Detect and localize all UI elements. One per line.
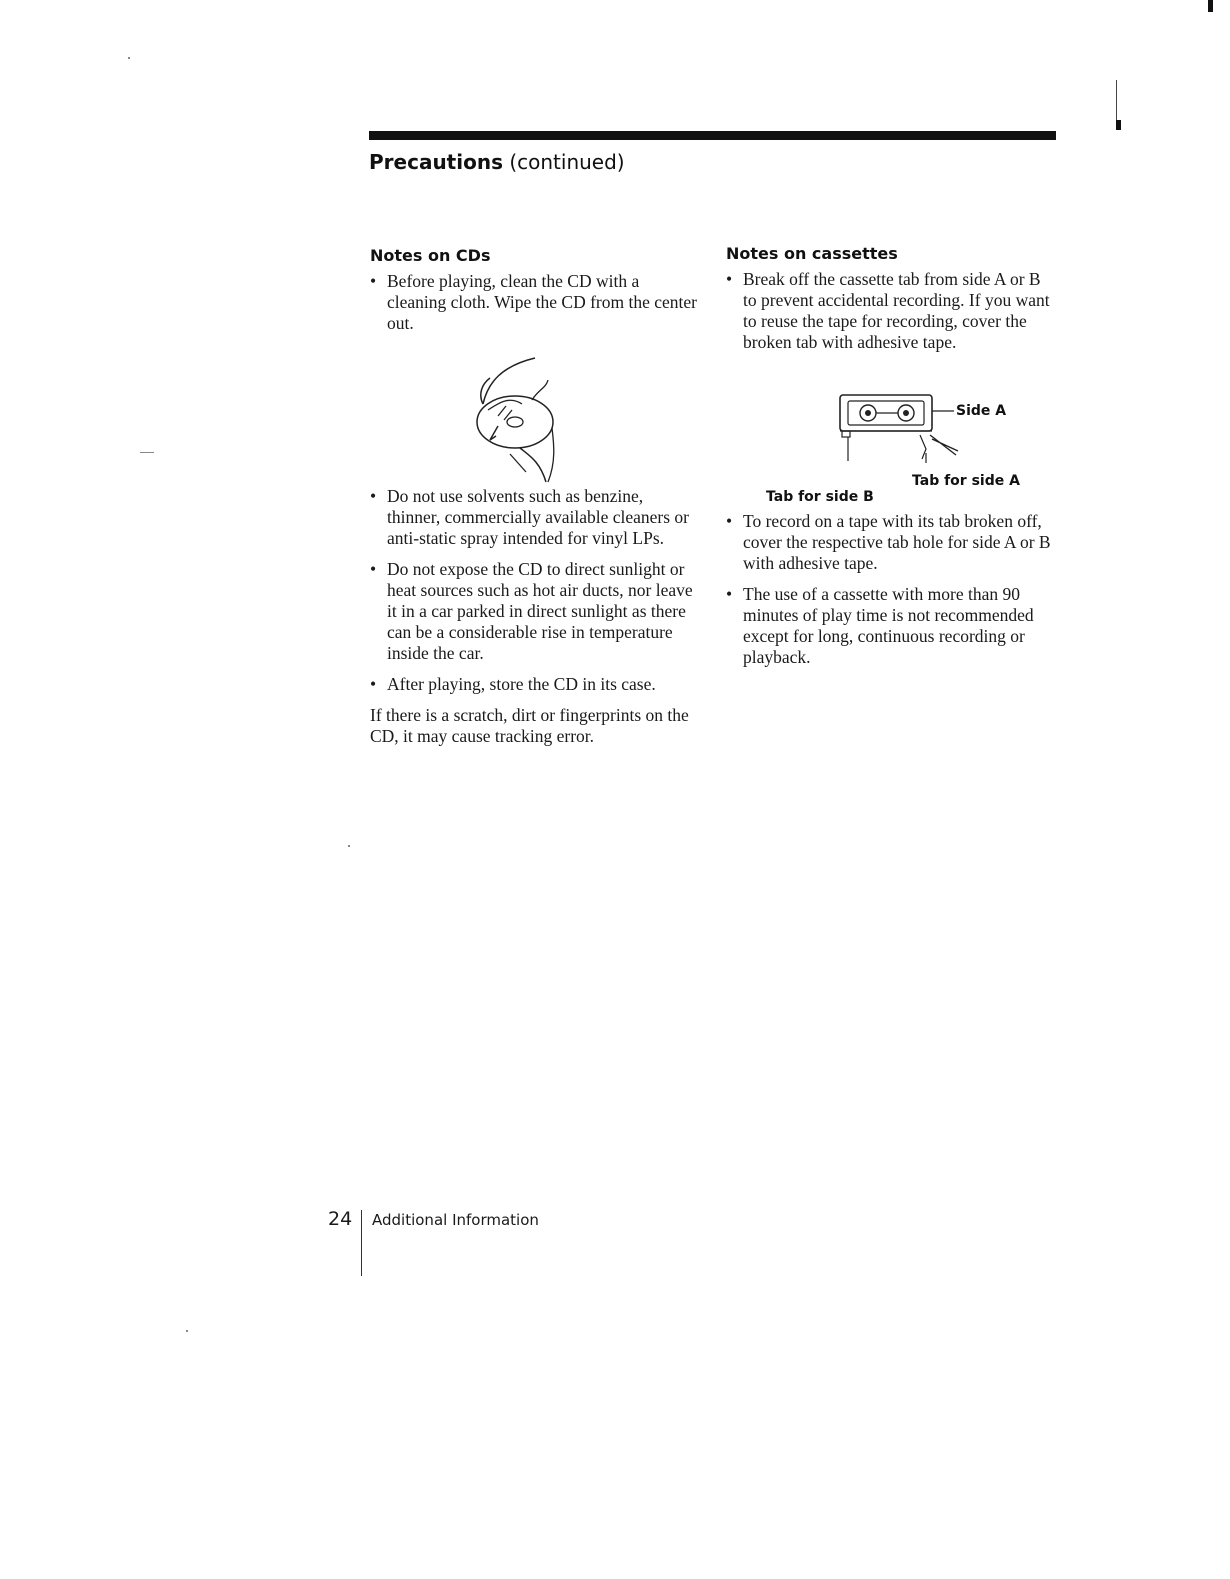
header-rule [369,131,1056,140]
cassette-bullet-3: • The use of a cassette with more than 90 minutes of play time is not recommended except for long, continuous recording or playback. [726,584,1056,668]
page-header [369,150,625,174]
cassette-notes-title: Notes on cassettes [726,244,898,263]
scan-edge-mark [1208,0,1213,12]
page-title: Precautions [369,150,503,174]
scan-speck [348,845,350,847]
tab-side-b-label: Tab for side B [766,489,874,505]
side-a-label: Side A [956,403,1007,419]
scan-edge-mark [1116,120,1121,130]
title-continued: (continued) [509,150,625,174]
page-number: 24 [328,1208,353,1230]
scan-speck [140,452,154,453]
footer-divider [361,1210,362,1276]
cassette-notes-column [726,243,1056,678]
cassette-tab-figure [726,363,1056,511]
cassette-bullet-2: • To record on a tape with its tab broken off, cover the respective tab hole for side A or B with adhesive tape. [726,511,1056,574]
cd-notes-title: Notes on CDs [370,246,491,265]
cassette-bullet-1: • Break off the cassette tab from side A or B to prevent accidental recording. If you want to reuse the tape for recording, cover the broken tab with adhesive tape. [726,269,1056,353]
cd-cleaning-illustration [370,344,690,486]
cd-bullet-4: • After playing, store the CD in its case. [370,674,700,695]
scan-speck [128,57,130,59]
tab-side-a-label: Tab for side A [912,473,1020,489]
cd-bullet-1: • Before playing, clean the CD with a cleaning cloth. Wipe the CD from the center out. [370,271,700,334]
cd-bullet-2: • Do not use solvents such as benzine, thinner, commercially available cleaners or anti-static spray intended for vinyl LPs. [370,486,700,549]
cd-cleaning-figure [370,344,700,486]
scan-edge-line [1116,80,1117,120]
cd-tracking-note: If there is a scratch, dirt or fingerprints on the CD, it may cause tracking error. [370,705,689,746]
cd-bullet-3: • Do not expose the CD to direct sunlight or heat sources such as hot air ducts, nor leave it in a car parked in direct sunlight as there can be a considerable rise in temperature inside the car. [370,559,700,664]
footer-section-name: Additional Information [372,1211,539,1229]
scan-speck [186,1330,188,1332]
cd-notes-column [370,245,700,747]
